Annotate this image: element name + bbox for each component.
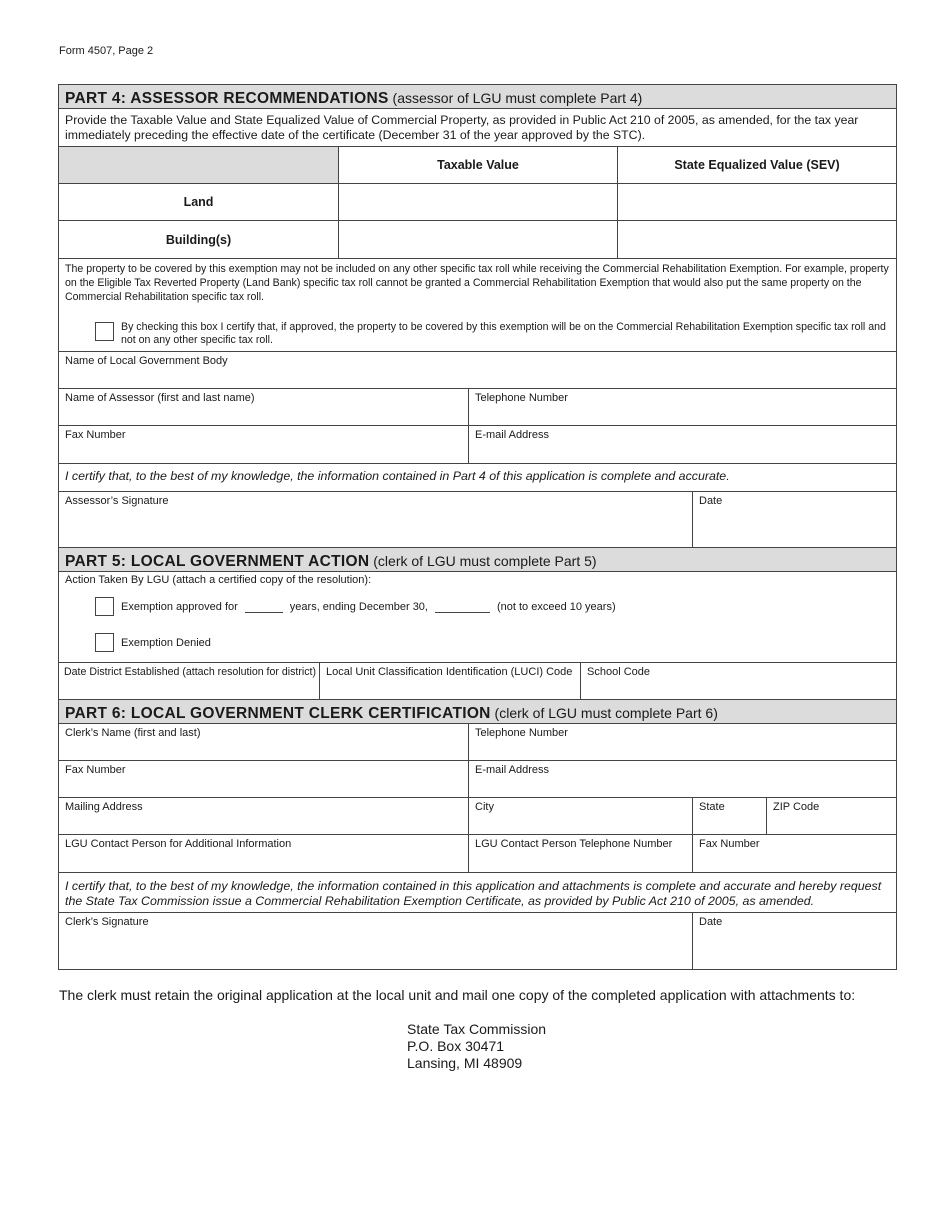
land-sev-input[interactable] [618, 184, 896, 220]
clerk-name-label: Clerk’s Name (first and last) [65, 727, 201, 739]
approved-middle: years, ending December 30, [289, 600, 428, 613]
part4-intro: Provide the Taxable Value and State Equalized Value of Commercial Property, as provided in Public Act 210 of 2005, as amended, for the tax year immediately preceding the effective date of the certificate (December 31 of the year approved by the STC). [65, 113, 859, 142]
lgu-contact-phone-field[interactable] [469, 835, 693, 872]
clerk-signature-label: Clerk’s Signature [65, 916, 149, 928]
assessor-name-field[interactable] [59, 389, 469, 425]
clerk-email-field[interactable] [469, 761, 896, 797]
clerk-phone-field[interactable] [469, 724, 896, 760]
lgu-contact-fax-label: Fax Number [699, 838, 760, 850]
part4-certify-statement: I certify that, to the best of my knowledge, the information contained in Part 4 of this application is complete and accurate. [65, 469, 730, 483]
part6-title: PART 6: LOCAL GOVERNMENT CLERK CERTIFICATION [65, 705, 491, 722]
approved-checkbox[interactable] [95, 597, 114, 616]
part6-subtitle: (clerk of LGU must complete Part 6) [490, 705, 718, 721]
part4-header-row [59, 85, 896, 109]
denied-checkbox[interactable] [95, 633, 114, 652]
lgu-contact-fax-field[interactable] [693, 835, 896, 872]
district-date-field[interactable] [59, 663, 320, 699]
city-label: City [475, 801, 494, 813]
lgb-name-label: Name of Local Government Body [65, 355, 228, 367]
district-date-label: Date District Established (attach resolution for district) [64, 666, 316, 678]
clerk-contact-row [59, 761, 896, 798]
assessor-fax-label: Fax Number [65, 429, 126, 441]
zip-label: ZIP Code [773, 801, 820, 813]
city-field[interactable] [469, 798, 693, 834]
assessor-signature-row [59, 492, 896, 548]
part5-header [59, 548, 896, 571]
buildings-label: Building(s) [59, 221, 339, 258]
certify-roll-text: By checking this box I certify that, if approved, the property to be covered by this exemption will be on the Commercial Rehabilitation Exemption specific tax roll and not on any other specific tax roll. [121, 321, 886, 346]
value-table-header [59, 147, 896, 184]
approved-years-input[interactable] [245, 600, 283, 613]
part6-certify-statement: I certify that, to the best of my knowledge, the information contained in this application and attachments is complete and accurate and hereby request the State Tax Commission issue a Commercial Rehabilitation Exemption Certificate, as provided by Public Act 210 of 2005, as amended. [65, 879, 882, 908]
certify-roll-checkbox[interactable] [95, 322, 114, 341]
clerk-signature-field[interactable] [59, 913, 693, 969]
address-line-1: State Tax Commission [407, 1021, 547, 1037]
state-label: State [699, 801, 725, 813]
part5-header-row [59, 548, 896, 572]
buildings-row [59, 221, 896, 259]
mailing-address-field[interactable] [59, 798, 469, 834]
lgu-contact-field[interactable] [59, 835, 469, 872]
lgb-row [59, 352, 896, 389]
approved-ending-year-input[interactable] [435, 600, 490, 613]
value-table-corner [59, 147, 339, 183]
zip-field[interactable] [767, 798, 896, 834]
assessor-contact-row [59, 426, 896, 464]
assessor-date-field[interactable] [693, 492, 896, 547]
address-line-2: P.O. Box 30471 [407, 1038, 505, 1054]
buildings-sev-input[interactable] [618, 221, 896, 258]
luci-code-field[interactable] [320, 663, 581, 699]
part4-header [59, 85, 896, 108]
clerk-email-label: E-mail Address [475, 764, 549, 776]
school-code-label: School Code [587, 666, 650, 678]
clerk-fax-label: Fax Number [65, 764, 126, 776]
assessor-email-field[interactable] [469, 426, 896, 463]
col-sev: State Equalized Value (SEV) [674, 158, 840, 172]
assessor-phone-label: Telephone Number [475, 392, 568, 404]
specific-roll-notice-row [59, 259, 896, 352]
part4-intro-row [59, 109, 896, 147]
approved-row [59, 588, 896, 616]
district-row [59, 663, 896, 700]
mailing-instruction: The clerk must retain the original application at the local unit and mail one copy of the completed application with attachments to: [59, 987, 856, 1003]
part5-subtitle: (clerk of LGU must complete Part 5) [369, 553, 597, 569]
certify-roll-row [59, 307, 896, 347]
assessor-name-label: Name of Assessor (first and last name) [65, 392, 255, 404]
assessor-date-label: Date [699, 495, 723, 507]
application-form [58, 84, 897, 970]
page-reference: Form 4507, Page 2 [59, 45, 154, 57]
clerk-date-label: Date [699, 916, 723, 928]
part5-title: PART 5: LOCAL GOVERNMENT ACTION [65, 553, 370, 570]
part4-subtitle: (assessor of LGU must complete Part 4) [388, 90, 643, 106]
col-taxable-value: Taxable Value [339, 147, 618, 183]
assessor-row [59, 389, 896, 426]
part6-header-row [59, 700, 896, 724]
part6-certify-row [59, 873, 896, 913]
clerk-fax-field[interactable] [59, 761, 469, 797]
luci-code-label: Local Unit Classification Identification (LUCI) Code [326, 666, 573, 678]
assessor-fax-field[interactable] [59, 426, 469, 463]
clerk-row [59, 724, 896, 761]
lgu-contact-label: LGU Contact Person for Additional Information [65, 838, 292, 850]
approved-suffix: (not to exceed 10 years) [496, 600, 616, 613]
state-field[interactable] [693, 798, 767, 834]
lgu-action-label: Action Taken By LGU (attach a certified copy of the resolution): [65, 574, 372, 586]
clerk-name-field[interactable] [59, 724, 469, 760]
school-code-field[interactable] [581, 663, 896, 699]
land-label: Land [59, 184, 339, 220]
lgu-contact-row [59, 835, 896, 873]
part6-header [59, 700, 896, 723]
denied-label: Exemption Denied [121, 636, 211, 649]
specific-roll-notice: The property to be covered by this exemption may not be included on any other specific tax roll while receiving the Commercial Rehabilitation Exemption. For example, property on the Eligible Tax Reverted Property (Land Bank) specific tax roll cannot be granted a Commercial Rehabilitation Exemption that would also put the same property on the Commercial Rehabilitation specific tax roll. [65, 263, 889, 303]
part4-title: PART 4: ASSESSOR RECOMMENDATIONS [65, 90, 389, 107]
buildings-taxable-input[interactable] [339, 221, 618, 258]
assessor-signature-field[interactable] [59, 492, 693, 547]
land-row [59, 184, 896, 221]
lgu-action-row [59, 572, 896, 663]
lgb-name-field[interactable] [59, 352, 896, 388]
clerk-signature-row [59, 913, 896, 969]
mailing-row [59, 798, 896, 835]
lgu-contact-phone-label: LGU Contact Person Telephone Number [475, 838, 673, 850]
clerk-date-field[interactable] [693, 913, 896, 969]
mailing-address-label: Mailing Address [65, 801, 143, 813]
assessor-signature-label: Assessor’s Signature [65, 495, 169, 507]
denied-row [59, 616, 896, 652]
clerk-phone-label: Telephone Number [475, 727, 568, 739]
part4-certify-row [59, 464, 896, 492]
address-line-3: Lansing, MI 48909 [407, 1055, 523, 1071]
assessor-email-label: E-mail Address [475, 429, 549, 441]
approved-prefix: Exemption approved for [121, 600, 238, 613]
assessor-phone-field[interactable] [469, 389, 896, 425]
mailing-address-block [407, 1021, 546, 1072]
land-taxable-input[interactable] [339, 184, 618, 220]
